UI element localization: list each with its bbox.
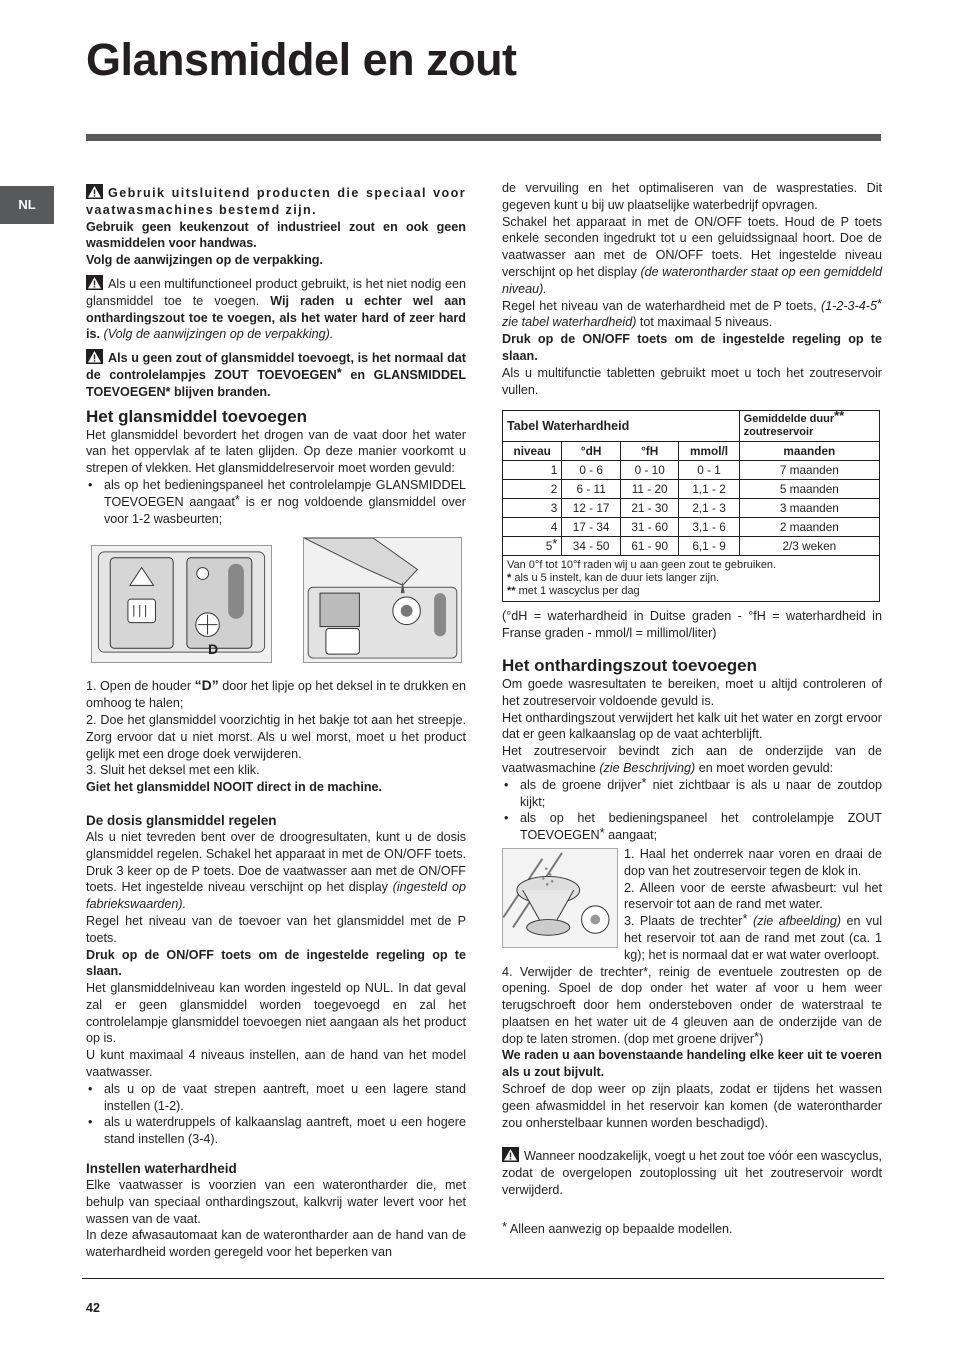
left-column bbox=[86, 184, 466, 1261]
column-header: °fH bbox=[620, 442, 679, 461]
table-cell: 3 maanden bbox=[739, 499, 879, 518]
step-2: 2. Doe het glansmiddel voorzichtig in het bakje tot aan het streepje. Zorg ervoor dat u niet morst. Als u wel morst, moet u het product gelijk met een droge doek verwijderen. bbox=[86, 712, 466, 761]
table-duration-header: Gemiddelde duur** zoutreservoir bbox=[739, 411, 879, 442]
table-cell: 21 - 30 bbox=[620, 499, 679, 518]
table-column-header-row bbox=[503, 442, 880, 461]
warning-multifunction bbox=[86, 275, 466, 343]
table-cell: 6,1 - 9 bbox=[679, 537, 739, 556]
paragraph: Elke vaatwasser is voorzien van een waterontharder die, met behulp van speciaal onthardingszout, kalkvrij water levert voor het wassen van de vaat. bbox=[86, 1178, 466, 1226]
column-header: °dH bbox=[562, 442, 621, 461]
warning-text: Als u een multifunctioneel product gebruikt, is het niet nodig een glansmiddel toe te voegen. bbox=[86, 276, 466, 308]
rinse-aid-pouring-image bbox=[303, 537, 462, 663]
column-header: niveau bbox=[503, 442, 562, 461]
warning-products bbox=[86, 184, 466, 269]
table-cell: 0 - 6 bbox=[562, 461, 621, 480]
warning-text: Wij raden u echter wel aan onthardingszout toe te voegen, als het water hard of zeer hard is. bbox=[86, 293, 466, 342]
title-divider bbox=[86, 134, 881, 141]
language-tab: NL bbox=[0, 186, 54, 224]
asterisk: * bbox=[876, 295, 883, 311]
table-notes-row bbox=[503, 556, 880, 602]
list-item: • als u op de vaat strepen aantreft, moet u een lagere stand instellen (1-2). bbox=[86, 1081, 466, 1115]
paragraph: Als u niet tevreden bent over de droogresultaten, kunt u de dosis glansmiddel regelen. Schakel het apparaat in met de ON/OFF toets. Druk 3 keer op de P toets. Doe de vaatwasser aan met de ON/OFF toets. Het ingestelde niveau verschijnt op het display (ingesteld op fabriekswaarden). bbox=[86, 829, 466, 912]
warning-text: Als u geen zout of glansmiddel toevoegt, is het normaal dat de controlelampjes ZOUT TOEVOEGEN bbox=[86, 351, 466, 382]
list-item: • als de groene drijver* niet zichtbaar is als u naar de zoutdop kijkt; bbox=[502, 777, 882, 811]
salt-step-3: 3. Plaats de trechter* (zie afbeelding) en vul het reservoir tot aan de rand met zout (ca. 1 kg); het is normaal dat er wat water overloopt. bbox=[624, 911, 883, 962]
section-heading-water-hardness: Instellen waterhardheid bbox=[86, 1161, 237, 1177]
table-cell: 5* bbox=[503, 537, 562, 556]
table-cell: 2 maanden bbox=[739, 518, 879, 537]
paragraph: U kunt maximaal 4 niveaus instellen, aan de hand van het model vaatwasser. bbox=[86, 1048, 466, 1080]
paragraph: Het glansmiddelniveau kan worden ingesteld op NUL. In dat geval zal er geen glansmiddel worden toegevoegd en zal het controlelampje glansmiddel toevoegen niet aangaan als het product op is. bbox=[86, 981, 466, 1046]
warning-icon bbox=[502, 1147, 519, 1162]
salt-recommendation: We raden u aan bovenstaande handeling elke keer uit te voeren als u zout bijvult. bbox=[502, 1048, 882, 1080]
paragraph: Schakel het apparaat in met de ON/OFF toets. Houd de P toets enkele seconden ingedrukt tot u een geluidssignaal hoort. Doe de vaatwasser aan met de ON/OFF toets. Het ingestelde niveau verschijnt op het display (de waterontharder staat op een gemiddeld niveau). bbox=[502, 214, 883, 296]
salt-step-4: 4. Verwijder de trechter*, reinig de eventuele zoutresten op de opening. Spoel de dop onder het water af voor u hem weer terugschroeft door hem ondersteboven onder de waterstraal te plaatsen en het water uit de 4 gleuven aan de onderzijde van de dop te laten stromen. (dop met groene drijver*) bbox=[502, 964, 882, 1046]
asterisk: * bbox=[336, 364, 342, 380]
warning-text: Gebruik uitsluitend producten die speciaal voor vaatwasmachines bestemd zijn. bbox=[86, 186, 466, 217]
table-notes: Van 0°f tot 10°f raden wij u aan geen zout te gebruiken. * als u 5 instelt, kan de duur iets langer zijn. ** met 1 wascyclus per dag bbox=[503, 556, 880, 602]
list-item: • als u waterdruppels of kalkaanslag aantreft, moet u een hogere stand instellen (3-4). bbox=[86, 1114, 466, 1148]
warning-icon bbox=[86, 184, 103, 199]
table-row bbox=[503, 461, 880, 480]
section-heading-dosage: De dosis glansmiddel regelen bbox=[86, 812, 277, 828]
warning-icon bbox=[86, 275, 103, 290]
table-cell: 6 - 11 bbox=[562, 480, 621, 499]
paragraph: Het onthardingszout verwijdert het kalk uit het water en zorgt ervoor dat er geen kalkaanslag op de vaat achterblijft. bbox=[502, 710, 882, 742]
step-1: 1. Open de houder “D” door het lipje op het deksel in te drukken en omhoog te halen; bbox=[86, 677, 466, 711]
bullet-list bbox=[502, 774, 883, 844]
paragraph: Om goede wasresultaten te bereiken, moet u altijd controleren of het zoutreservoir voldoende gevuld is. bbox=[502, 676, 882, 708]
table-cell: 0 - 10 bbox=[620, 461, 679, 480]
paragraph: Schroef de dop weer op zijn plaats, zodat er tijdens het wassen geen afwasmiddel in het reservoir kan komen (de waterontharder zou onherstelbaar kunnen worden beschadigd). bbox=[502, 1082, 882, 1130]
table-title: Tabel Waterhardheid bbox=[503, 411, 740, 442]
bullet-list bbox=[86, 477, 466, 527]
section-heading-rinse-aid: Het glansmiddel toevoegen bbox=[86, 406, 308, 426]
paragraph: Druk op de ON/OFF toets om de ingestelde regeling op te slaan. bbox=[502, 332, 882, 363]
table-cell: 7 maanden bbox=[739, 461, 879, 480]
paragraph: In deze afwasautomaat kan de waterontharder aan de hand van de waterhardheid worden geregeld voor het beperken van bbox=[86, 1228, 466, 1260]
table-cell: 4 bbox=[503, 518, 562, 537]
column-header: maanden bbox=[739, 442, 879, 461]
paragraph: Druk op de ON/OFF toets om de ingestelde regeling op te slaan. bbox=[86, 947, 466, 979]
salt-step-1: 1. Haal het onderrek naar voren en draai de dop van het zoutreservoir tegen de klok in. bbox=[624, 846, 882, 878]
table-cell: 2 bbox=[503, 480, 562, 499]
asterisk: * bbox=[234, 491, 240, 507]
paragraph: Het glansmiddel bevordert het drogen van de vaat door het water van het oppervlak af te laten glijden. Op deze manier voorkomt u strepen of vlekken. Het glansmiddelreservoir moet worden gevuld: bbox=[86, 427, 466, 476]
warning-text: Gebruik geen keukenzout of industrieel zout en ook geen wasmiddelen voor handwas. bbox=[86, 219, 466, 251]
paragraph: Regel het niveau van de waterhardheid met de P toets, (1-2-3-4-5* zie tabel waterhardheid) tot maximaal 5 niveaus. bbox=[502, 295, 883, 330]
page-title: Glansmiddel en zout bbox=[86, 34, 517, 85]
table-cell: 31 - 60 bbox=[620, 518, 679, 537]
salt-funnel-image bbox=[502, 848, 618, 948]
bullet-list bbox=[86, 1081, 466, 1148]
table-cell: 11 - 20 bbox=[620, 480, 679, 499]
never-note: Giet het glansmiddel NOOIT direct in de machine. bbox=[86, 780, 383, 795]
table-header-row bbox=[503, 411, 880, 442]
footnote: * Alleen aanwezig op bepaalde modellen. bbox=[502, 1218, 733, 1236]
list-item: • als op het bedieningspaneel het controlelampje GLANSMIDDEL TOEVOEGEN aangaat* is er nog voldoende glansmiddel over voor 1-2 wasbeurten; bbox=[86, 477, 466, 527]
right-column bbox=[502, 180, 882, 1238]
units-note: (°dH = waterhardheid in Duitse graden - °fH = waterhardheid in Franse graden - mmol/l = millimol/liter) bbox=[502, 609, 882, 641]
table-cell: 2,1 - 3 bbox=[679, 499, 739, 518]
warning-salt-timing: Wanneer noodzakelijk, voegt u het zout toe vóór een wascyclus, zodat de overgelopen zoutoplossing uit het zoutreservoir wordt verwijderd. bbox=[502, 1149, 882, 1198]
footer-divider bbox=[82, 1278, 884, 1279]
table-cell: 3 bbox=[503, 499, 562, 518]
warning-text: (Volg de aanwijzingen op de verpakking). bbox=[103, 327, 334, 342]
salt-step-2: 2. Alleen voor de eerste afwasbeurt: vul het reservoir tot aan de rand met water. bbox=[624, 880, 882, 912]
column-header: mmol/l bbox=[679, 442, 739, 461]
salt-steps bbox=[502, 846, 882, 1048]
table-cell: 12 - 17 bbox=[562, 499, 621, 518]
table-row bbox=[503, 537, 880, 556]
paragraph: de vervuiling en het optimaliseren van de wasprestaties. Dit gegeven kunt u bij uw plaatselijke waterbedrijf opvragen. bbox=[502, 181, 882, 212]
table-cell: 1 bbox=[503, 461, 562, 480]
section-heading-salt: Het onthardingszout toevoegen bbox=[502, 655, 757, 675]
warning-icon bbox=[86, 349, 103, 364]
table-row bbox=[503, 480, 880, 499]
table-cell: 61 - 90 bbox=[620, 537, 679, 556]
table-cell: 0 - 1 bbox=[679, 461, 739, 480]
warning-text: en GLANSMIDDEL TOEVOEGEN* blijven branden. bbox=[86, 367, 467, 399]
table-cell: 5 maanden bbox=[739, 480, 879, 499]
table-cell: 2/3 weken bbox=[739, 537, 879, 556]
rinse-aid-dispenser-image bbox=[91, 545, 272, 663]
paragraph: Het zoutreservoir bevindt zich aan de onderzijde van de vaatwasmachine (zie Beschrijving) en moet worden gevuld: bbox=[502, 744, 882, 775]
paragraph: Regel het niveau van de toevoer van het glansmiddel met de P toets. bbox=[86, 913, 466, 945]
figure-label-d: D bbox=[208, 641, 219, 658]
step-3: 3. Sluit het deksel met een klik. bbox=[86, 763, 260, 778]
water-hardness-table bbox=[502, 410, 880, 602]
table-cell: 34 - 50 bbox=[562, 537, 621, 556]
table-row bbox=[503, 499, 880, 518]
page-number: 42 bbox=[86, 1301, 100, 1315]
paragraph: Als u multifunctie tabletten gebruikt moet u toch het zoutreservoir vullen. bbox=[502, 365, 882, 397]
rinse-aid-figures bbox=[86, 537, 466, 665]
list-item: • als op het bedieningspaneel het controlelampje ZOUT TOEVOEGEN* aangaat; bbox=[502, 810, 882, 844]
table-row bbox=[503, 518, 880, 537]
warning-text: Volg de aanwijzingen op de verpakking. bbox=[86, 253, 323, 268]
table-cell: 1,1 - 2 bbox=[679, 480, 739, 499]
warning-no-salt bbox=[86, 349, 466, 400]
table-cell: 3,1 - 6 bbox=[679, 518, 739, 537]
table-cell: 17 - 34 bbox=[562, 518, 621, 537]
